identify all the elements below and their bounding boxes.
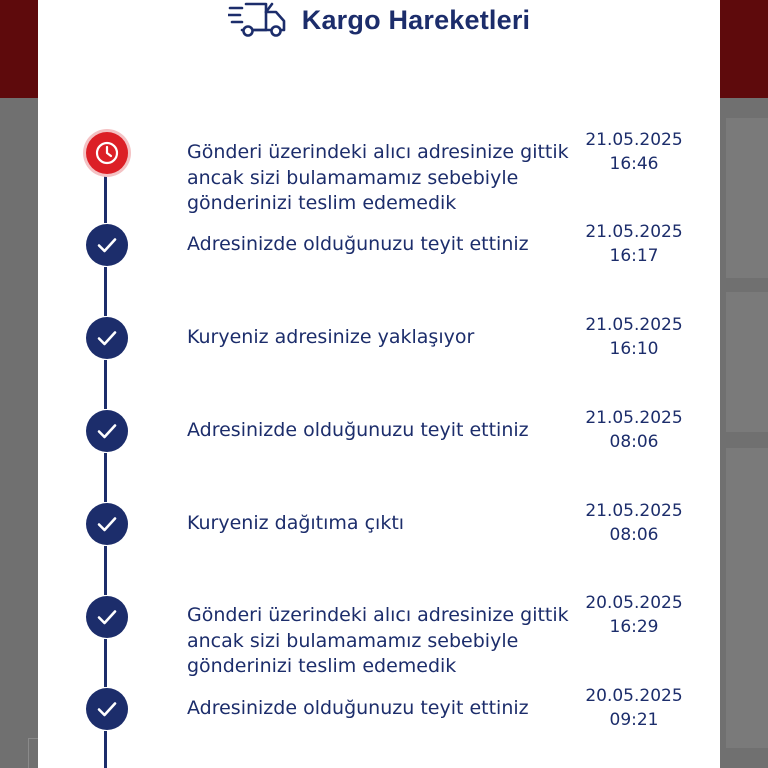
timeline-connector [104,267,107,316]
event-description: Adresinizde olduğunuzu teyit ettiniz [187,233,529,255]
completed-marker [86,596,128,638]
event-description: Adresinizde olduğunuzu teyit ettiniz [187,697,529,719]
clock-icon [94,140,120,166]
event-description: Kuryeniz adresinize yaklaşıyor [187,326,475,348]
event-date: 21.05.2025 [585,130,683,150]
background-card [726,118,768,278]
event-time: 08:06 [609,432,659,452]
event-date: 21.05.2025 [585,408,683,428]
timeline-connector [104,639,107,687]
event-date: 20.05.2025 [585,593,683,613]
check-icon [95,512,119,536]
completed-marker [86,688,128,730]
event-time: 16:46 [609,154,659,174]
completed-marker [86,317,128,359]
failed-delivery-marker [86,132,128,174]
event-timestamp [578,313,690,361]
event-time: 16:29 [609,617,659,637]
event-time: 16:17 [609,246,659,266]
check-icon [95,419,119,443]
check-icon [95,697,119,721]
background-card [726,448,768,748]
event-time: 09:21 [609,710,659,730]
event-timestamp [578,684,690,732]
event-timestamp [578,591,690,639]
event-timestamp [578,128,690,176]
event-date: 21.05.2025 [585,501,683,521]
event-date: 21.05.2025 [585,315,683,335]
timeline-connector [104,175,107,223]
background-card [726,292,768,432]
check-icon [95,326,119,350]
completed-marker [86,410,128,452]
event-description: Gönderi üzerindeki alıcı adresinize gittik ancak sizi bulamamamız sebebiyle gönderinizi teslim edemedik [187,141,569,214]
shipment-movements-sheet [38,0,720,768]
shipment-timeline [38,0,720,768]
timeline-connector [104,546,107,595]
event-time: 08:06 [609,525,659,545]
event-date: 21.05.2025 [585,222,683,242]
event-description: Adresinizde olduğunuzu teyit ettiniz [187,419,529,441]
timeline-connector [104,360,107,409]
check-icon [95,233,119,257]
check-icon [95,605,119,629]
event-date: 20.05.2025 [585,686,683,706]
event-timestamp [578,499,690,547]
timeline-connector [104,731,107,768]
event-timestamp [578,220,690,268]
completed-marker [86,224,128,266]
event-description: Gönderi üzerindeki alıcı adresinize gittik ancak sizi bulamamamız sebebiyle gönderinizi teslim edemedik [187,604,569,677]
completed-marker [86,503,128,545]
timeline-connector [104,453,107,502]
event-time: 16:10 [609,339,659,359]
event-timestamp [578,406,690,454]
sheet-title: Kargo Hareketleri [301,4,531,35]
event-description: Kuryeniz dağıtıma çıktı [187,512,405,534]
